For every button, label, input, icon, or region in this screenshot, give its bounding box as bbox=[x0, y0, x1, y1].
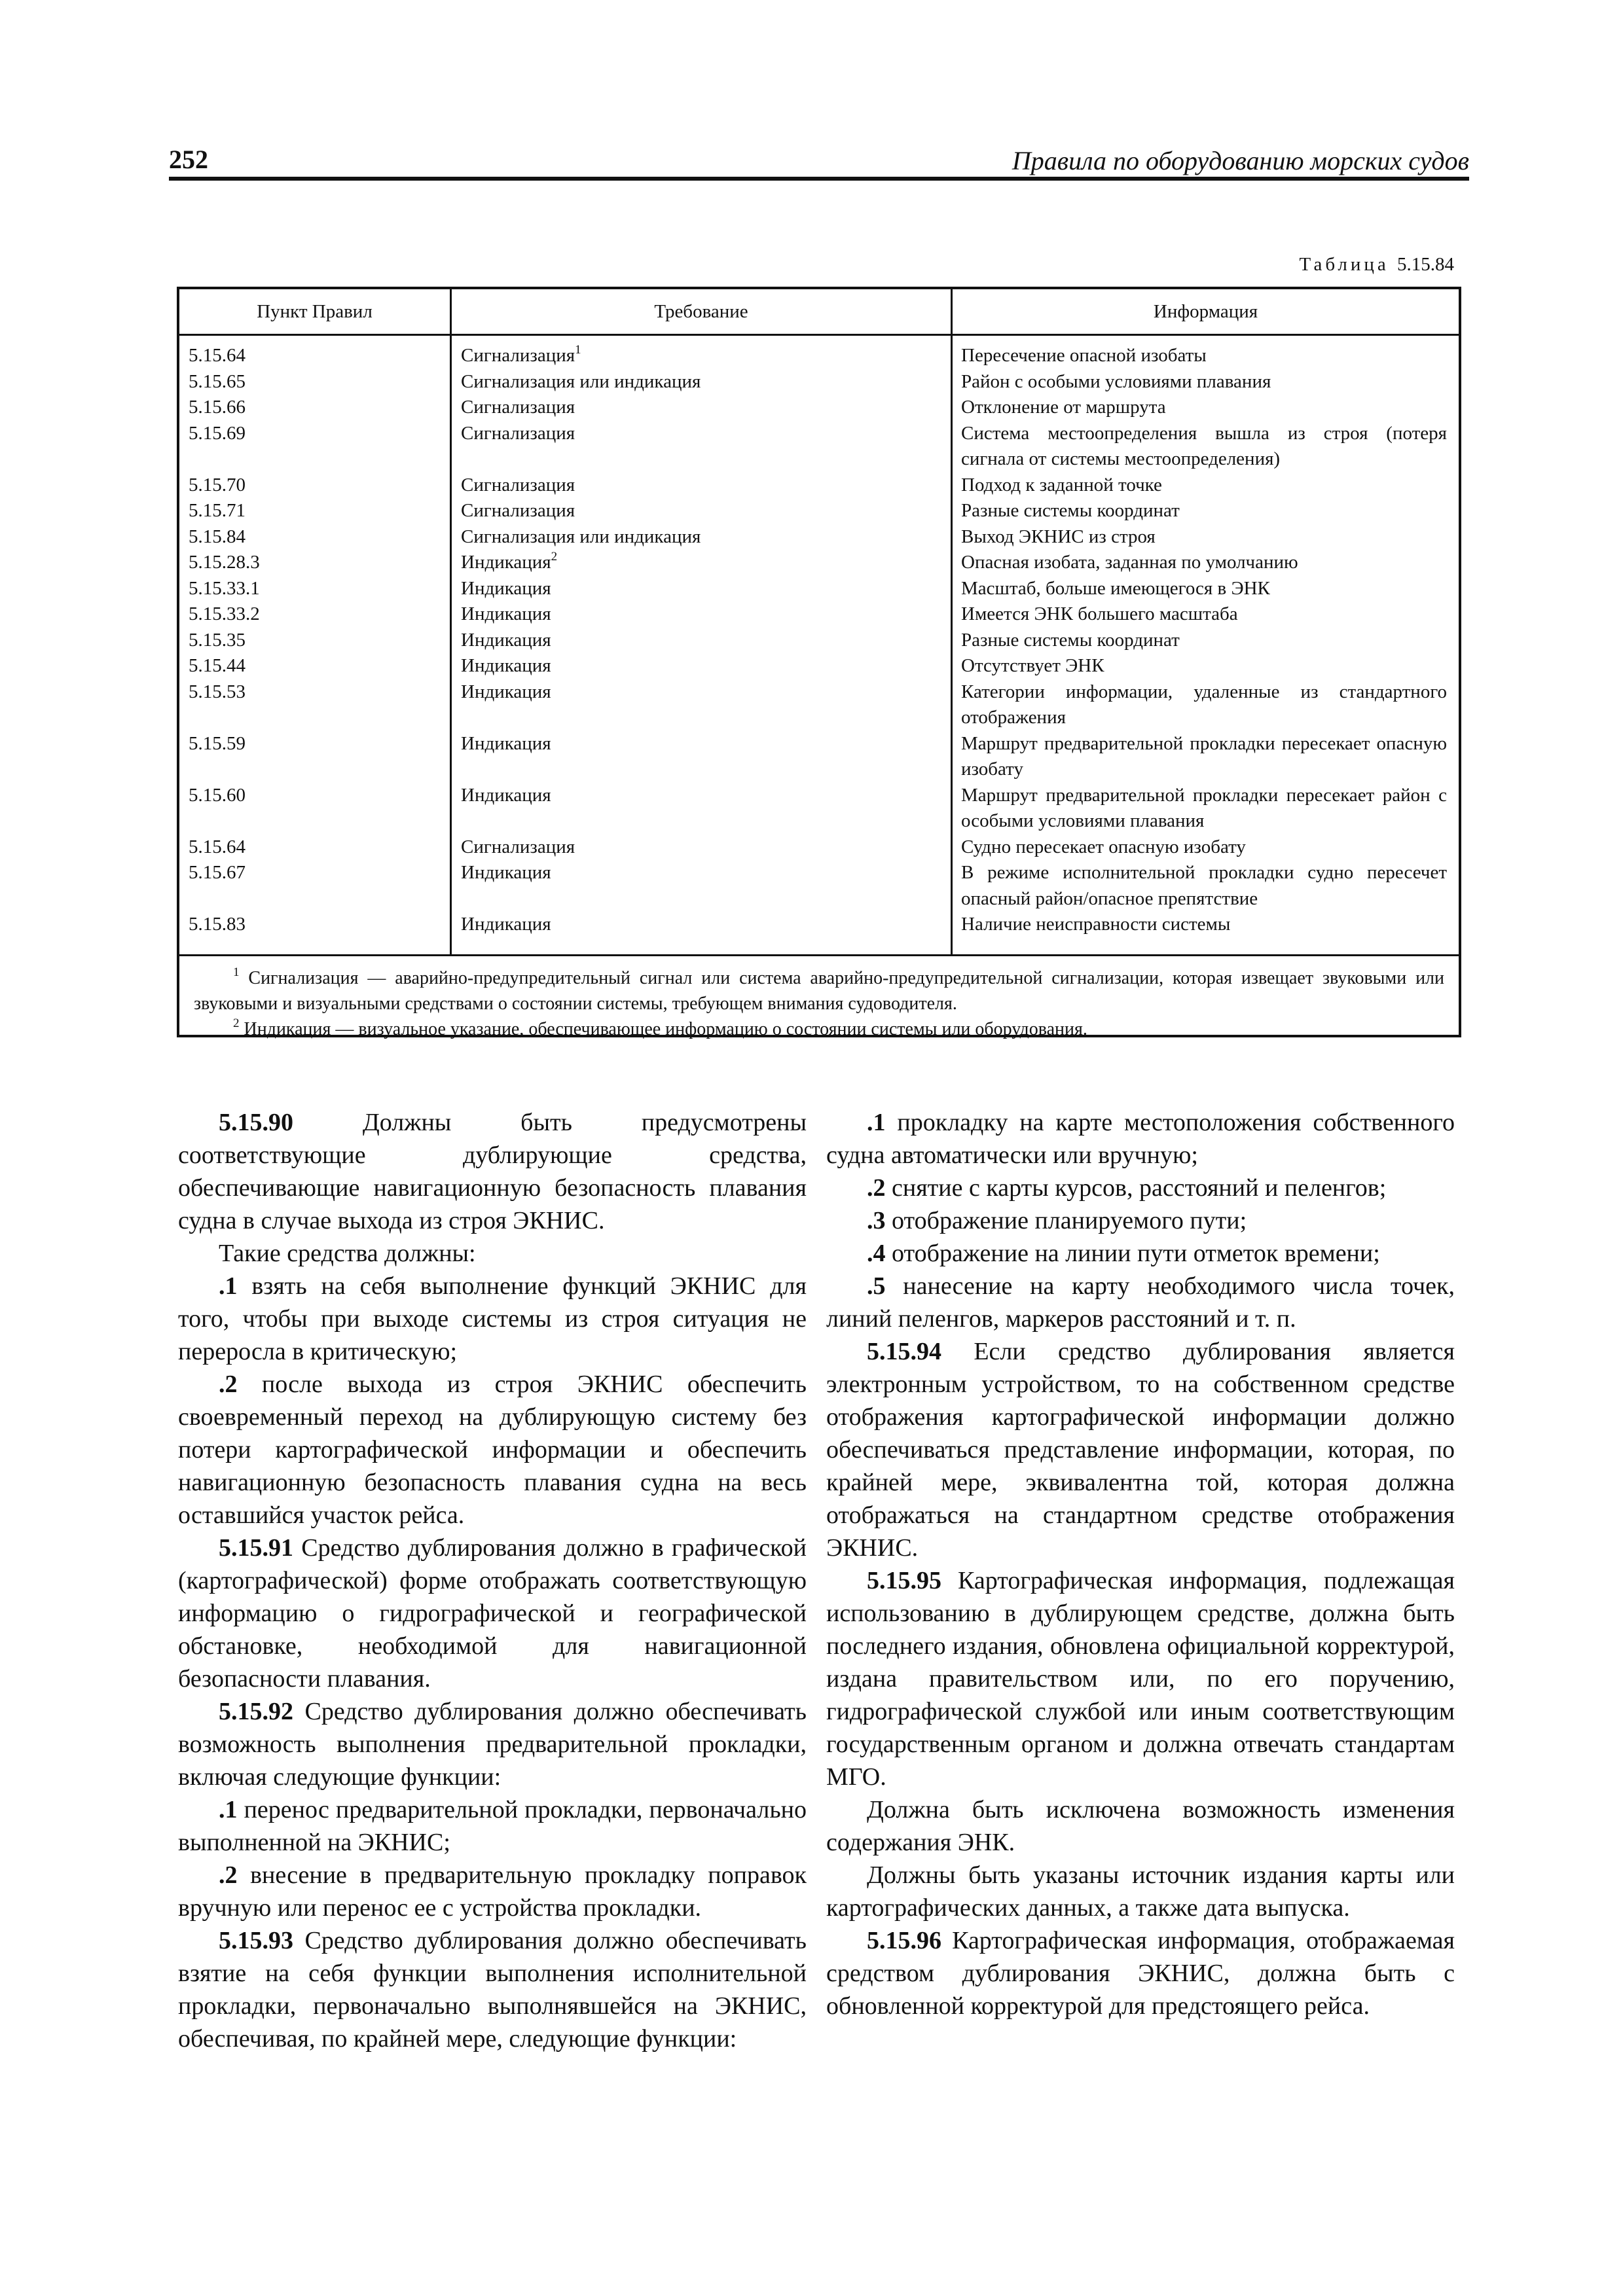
requirement-cell bbox=[461, 473, 575, 499]
requirement-cell bbox=[461, 628, 551, 654]
clause-cell: 5.15.83 bbox=[189, 914, 246, 935]
footnote-reference: 1 bbox=[575, 343, 581, 357]
information-cell: Район с особыми условиями плавания bbox=[961, 370, 1271, 392]
table-row bbox=[179, 912, 1459, 938]
paragraph-number: .4 bbox=[867, 1240, 886, 1267]
paragraph bbox=[826, 1793, 1455, 1859]
requirement-text: Сигнализация bbox=[461, 422, 575, 444]
paragraph-number: 5.15.93 bbox=[219, 1927, 293, 1954]
paragraph bbox=[826, 1335, 1455, 1564]
requirement-text: Индикация bbox=[461, 552, 551, 573]
paragraph bbox=[826, 1924, 1455, 2022]
table-header-row bbox=[179, 289, 1459, 336]
table-row bbox=[179, 783, 1459, 834]
requirement-text: Индикация bbox=[461, 577, 551, 599]
table-row bbox=[179, 679, 1459, 731]
information-cell: Отсутствует ЭНК bbox=[961, 655, 1104, 676]
paragraph bbox=[826, 1270, 1455, 1335]
requirement-cell bbox=[461, 395, 575, 421]
clause-cell: 5.15.67 bbox=[189, 862, 246, 883]
requirement-cell bbox=[461, 498, 575, 524]
header-rule bbox=[169, 177, 1469, 181]
paragraph-text: взять на себя выполнение функций ЭКНИС для того, чтобы при выходе системы из строя ситуация не переросла в критическую; bbox=[178, 1272, 807, 1365]
clause-cell: 5.15.44 bbox=[189, 655, 246, 676]
clause-cell: 5.15.53 bbox=[189, 681, 246, 702]
paragraph-text: прокладку на карте местоположения собственного судна автоматически или вручную; bbox=[826, 1109, 1455, 1169]
information-cell: Судно пересекает опасную изобату bbox=[961, 836, 1246, 857]
table-row bbox=[179, 834, 1459, 861]
table-row bbox=[179, 628, 1459, 654]
table-row bbox=[179, 524, 1459, 550]
clause-cell: 5.15.66 bbox=[189, 397, 246, 418]
paragraph-text: Картографическая информация, отображаемая средством дублирования ЭКНИС, должна быть с обновленной корректурой для предстоящего рейса. bbox=[826, 1927, 1455, 2020]
paragraph-text: Средство дублирования должно в графической (картографической) форме отображать соответствующую информацию о гидрографической и географической обстановке, необходимой для навигационной безопасности плавания. bbox=[178, 1534, 807, 1693]
clause-cell: 5.15.28.3 bbox=[189, 552, 260, 573]
paragraph-number: 5.15.96 bbox=[867, 1927, 941, 1954]
requirement-text: Индикация bbox=[461, 914, 551, 935]
clause-cell: 5.15.35 bbox=[189, 629, 246, 651]
paragraph bbox=[826, 1204, 1455, 1237]
table-row bbox=[179, 498, 1459, 524]
requirement-cell bbox=[461, 369, 701, 395]
requirement-text: Индикация bbox=[461, 629, 551, 651]
requirement-text: Сигнализация bbox=[461, 474, 575, 495]
footnote-mark: 1 bbox=[233, 965, 240, 979]
information-cell: Пересечение опасной изобаты bbox=[961, 345, 1207, 366]
information-cell: Наличие неисправности системы bbox=[961, 914, 1231, 935]
paragraph-number: 5.15.95 bbox=[867, 1567, 941, 1594]
requirement-text: Индикация bbox=[461, 681, 551, 702]
paragraph-text: Должны быть предусмотрены соответствующие дублирующие средства, обеспечивающие навигационную безопасность плавания судна в случае выхода из строя ЭКНИС. bbox=[178, 1109, 807, 1234]
requirement-text: Индикация bbox=[461, 732, 551, 754]
table-caption bbox=[1299, 254, 1454, 276]
requirement-text: Сигнализация bbox=[461, 836, 575, 857]
column-header-information: Информация bbox=[1153, 301, 1258, 322]
requirement-text: Индикация bbox=[461, 862, 551, 883]
paragraph bbox=[826, 1106, 1455, 1172]
paragraph bbox=[826, 1859, 1455, 1924]
information-cell: Маршрут предварительной прокладки пересекает район с особыми условиями плавания bbox=[961, 784, 1447, 831]
clause-cell: 5.15.33.2 bbox=[189, 603, 260, 624]
requirement-cell bbox=[461, 860, 551, 886]
requirement-cell bbox=[461, 524, 701, 550]
requirement-text: Индикация bbox=[461, 784, 551, 806]
information-cell: Разные системы координат bbox=[961, 500, 1180, 521]
table-row bbox=[179, 421, 1459, 473]
requirement-cell bbox=[461, 653, 551, 679]
footnote-mark: 2 bbox=[233, 1016, 240, 1030]
requirement-cell bbox=[461, 343, 581, 369]
information-cell: Масштаб, больше имеющегося в ЭНК bbox=[961, 577, 1270, 599]
table-row bbox=[179, 369, 1459, 395]
paragraph bbox=[178, 1695, 807, 1793]
requirement-cell bbox=[461, 834, 575, 861]
table-row bbox=[179, 731, 1459, 783]
table-row bbox=[179, 653, 1459, 679]
requirement-cell bbox=[461, 783, 551, 809]
paragraph-number: .1 bbox=[219, 1272, 238, 1300]
information-cell: Разные системы координат bbox=[961, 629, 1180, 651]
table-row bbox=[179, 395, 1459, 421]
requirement-cell bbox=[461, 550, 557, 576]
paragraph-number: 5.15.94 bbox=[867, 1338, 941, 1365]
information-cell: Отклонение от маршрута bbox=[961, 397, 1166, 418]
clause-cell: 5.15.69 bbox=[189, 422, 246, 444]
body-column-left bbox=[178, 1106, 807, 2055]
body-column-right bbox=[826, 1106, 1455, 2022]
information-cell: Выход ЭКНИС из строя bbox=[961, 526, 1156, 547]
paragraph-text: Картографическая информация, подлежащая использованию в дублирующем средстве, должна быть последнего издания, обновлена официальной корректурой, издана правительством или, по его поручению, гидрографической службой или иным соответствующим государственным органом и должна отвечать стандартам МГО. bbox=[826, 1567, 1455, 1791]
paragraph-text: Средство дублирования должно обеспечивать возможность выполнения предварительной прокладки, включая следующие функции: bbox=[178, 1698, 807, 1791]
paragraph-text: отображение на линии пути отметок времени; bbox=[885, 1240, 1380, 1267]
information-cell: Система местоопределения вышла из строя (потеря сигнала от системы местоопределения) bbox=[961, 422, 1447, 469]
clause-cell: 5.15.33.1 bbox=[189, 577, 260, 599]
paragraph-text: нанесение на карту необходимого числа точек, линий пеленгов, маркеров расстояний и т. п. bbox=[826, 1272, 1455, 1333]
running-title: Правила по оборудованию морских судов bbox=[1012, 146, 1469, 175]
requirement-cell bbox=[461, 601, 551, 628]
paragraph-number: .3 bbox=[867, 1207, 886, 1234]
clause-cell: 5.15.60 bbox=[189, 784, 246, 806]
clause-cell: 5.15.71 bbox=[189, 500, 246, 521]
paragraph-text: перенос предварительной прокладки, первоначально выполненной на ЭКНИС; bbox=[178, 1796, 807, 1856]
clause-cell: 5.15.64 bbox=[189, 345, 246, 366]
paragraph-text: Такие средства должны: bbox=[219, 1240, 476, 1267]
paragraph bbox=[178, 1368, 807, 1532]
paragraph-number: .2 bbox=[219, 1861, 238, 1889]
information-cell: Имеется ЭНК большего масштаба bbox=[961, 603, 1238, 624]
requirement-text: Индикация bbox=[461, 655, 551, 676]
footnote-text: Индикация — визуальное указание, обеспечивающее информацию о состоянии системы или оборудования. bbox=[244, 1019, 1087, 1039]
paragraph-text: Должна быть исключена возможность изменения содержания ЭНК. bbox=[826, 1796, 1455, 1856]
paragraph-text: отображение планируемого пути; bbox=[885, 1207, 1247, 1234]
table-caption-number: 5.15.84 bbox=[1397, 254, 1454, 275]
requirement-cell bbox=[461, 421, 575, 447]
paragraph bbox=[826, 1564, 1455, 1793]
table-row bbox=[179, 601, 1459, 628]
paragraph-text: Средство дублирования должно обеспечивать взятие на себя функции выполнения исполнительной прокладки, первоначально выполнявшейся на ЭКНИС, обеспечивая, по крайней мере, следующие функции: bbox=[178, 1927, 807, 2053]
clause-cell: 5.15.70 bbox=[189, 474, 246, 495]
requirement-text: Сигнализация bbox=[461, 500, 575, 521]
paragraph bbox=[826, 1237, 1455, 1270]
paragraph-text: Должны быть указаны источник издания карты или картографических данных, а также дата выпуска. bbox=[826, 1861, 1455, 1922]
requirement-text: Сигнализация bbox=[461, 397, 575, 418]
information-cell: Подход к заданной точке bbox=[961, 474, 1162, 495]
table-caption-word: Таблица bbox=[1299, 254, 1389, 275]
clause-cell: 5.15.59 bbox=[189, 732, 246, 754]
requirement-text: Сигнализация bbox=[461, 345, 575, 366]
paragraph-text: внесение в предварительную прокладку поправок вручную или перенос ее с устройства прокладки. bbox=[178, 1861, 807, 1922]
paragraph bbox=[178, 1793, 807, 1859]
paragraph-number: .5 bbox=[867, 1272, 886, 1300]
clause-cell: 5.15.84 bbox=[189, 526, 246, 547]
table-row bbox=[179, 343, 1459, 369]
paragraph-number: .1 bbox=[219, 1796, 238, 1823]
table-row bbox=[179, 576, 1459, 602]
clause-cell: 5.15.65 bbox=[189, 370, 246, 392]
table-row bbox=[179, 550, 1459, 576]
footnote bbox=[194, 965, 1444, 1016]
requirement-cell bbox=[461, 912, 551, 938]
paragraph bbox=[178, 1924, 807, 2055]
requirement-cell bbox=[461, 731, 551, 757]
clause-cell: 5.15.64 bbox=[189, 836, 246, 857]
paragraph-number: 5.15.91 bbox=[219, 1534, 293, 1562]
paragraph bbox=[178, 1237, 807, 1270]
table-body bbox=[179, 343, 1459, 938]
paragraph bbox=[178, 1859, 807, 1924]
requirement-text: Сигнализация или индикация bbox=[461, 526, 701, 547]
column-header-clause: Пункт Правил bbox=[257, 301, 373, 322]
footnote bbox=[194, 1016, 1444, 1042]
paragraph-text: Если средство дублирования является электронным устройством, то на собственном средстве отображения картографической информации должно обеспечиваться представление информации, которая, по крайней мере, эквивалентна той, которая должна отображаться на стандартном средстве отображения ЭКНИС. bbox=[826, 1338, 1455, 1562]
paragraph bbox=[178, 1532, 807, 1695]
table-row bbox=[179, 860, 1459, 912]
footnote-reference: 2 bbox=[551, 550, 558, 564]
page-number: 252 bbox=[169, 145, 208, 174]
information-cell: Опасная изобата, заданная по умолчанию bbox=[961, 552, 1298, 573]
paragraph-number: .2 bbox=[867, 1174, 886, 1202]
footnote-text: Сигнализация — аварийно-предупредительный сигнал или система аварийно-предупредительной сигнализации, которая извещает звуковыми или звуковыми и визуальными средствами о состоянии системы, требующем внимания судоводителя. bbox=[194, 968, 1445, 1014]
table-row bbox=[179, 473, 1459, 499]
requirement-text: Индикация bbox=[461, 603, 551, 624]
requirement-cell bbox=[461, 679, 551, 706]
paragraph-number: .1 bbox=[867, 1109, 886, 1136]
paragraph-number: .2 bbox=[219, 1371, 238, 1398]
paragraph-text: после выхода из строя ЭКНИС обеспечить своевременный переход на дублирующую систему без потери картографической информации и обеспечить навигационную безопасность плавания судна на весь оставшийся участок рейса. bbox=[178, 1371, 807, 1529]
column-header-requirement: Требование bbox=[654, 301, 748, 322]
information-cell: Маршрут предварительной прокладки пересекает опасную изобату bbox=[961, 732, 1447, 780]
paragraph-text: снятие с карты курсов, расстояний и пеленгов; bbox=[885, 1174, 1387, 1202]
requirements-table bbox=[177, 287, 1461, 1037]
paragraph bbox=[178, 1106, 807, 1237]
requirement-cell bbox=[461, 576, 551, 602]
paragraph bbox=[826, 1172, 1455, 1204]
paragraph-number: 5.15.92 bbox=[219, 1698, 293, 1725]
requirement-text: Сигнализация или индикация bbox=[461, 370, 701, 392]
information-cell: Категории информации, удаленные из стандартного отображения bbox=[961, 681, 1447, 728]
information-cell: В режиме исполнительной прокладки судно пересечет опасный район/опасное препятствие bbox=[961, 862, 1447, 909]
table-footnotes bbox=[179, 954, 1459, 1042]
paragraph-number: 5.15.90 bbox=[219, 1109, 293, 1136]
paragraph bbox=[178, 1270, 807, 1368]
